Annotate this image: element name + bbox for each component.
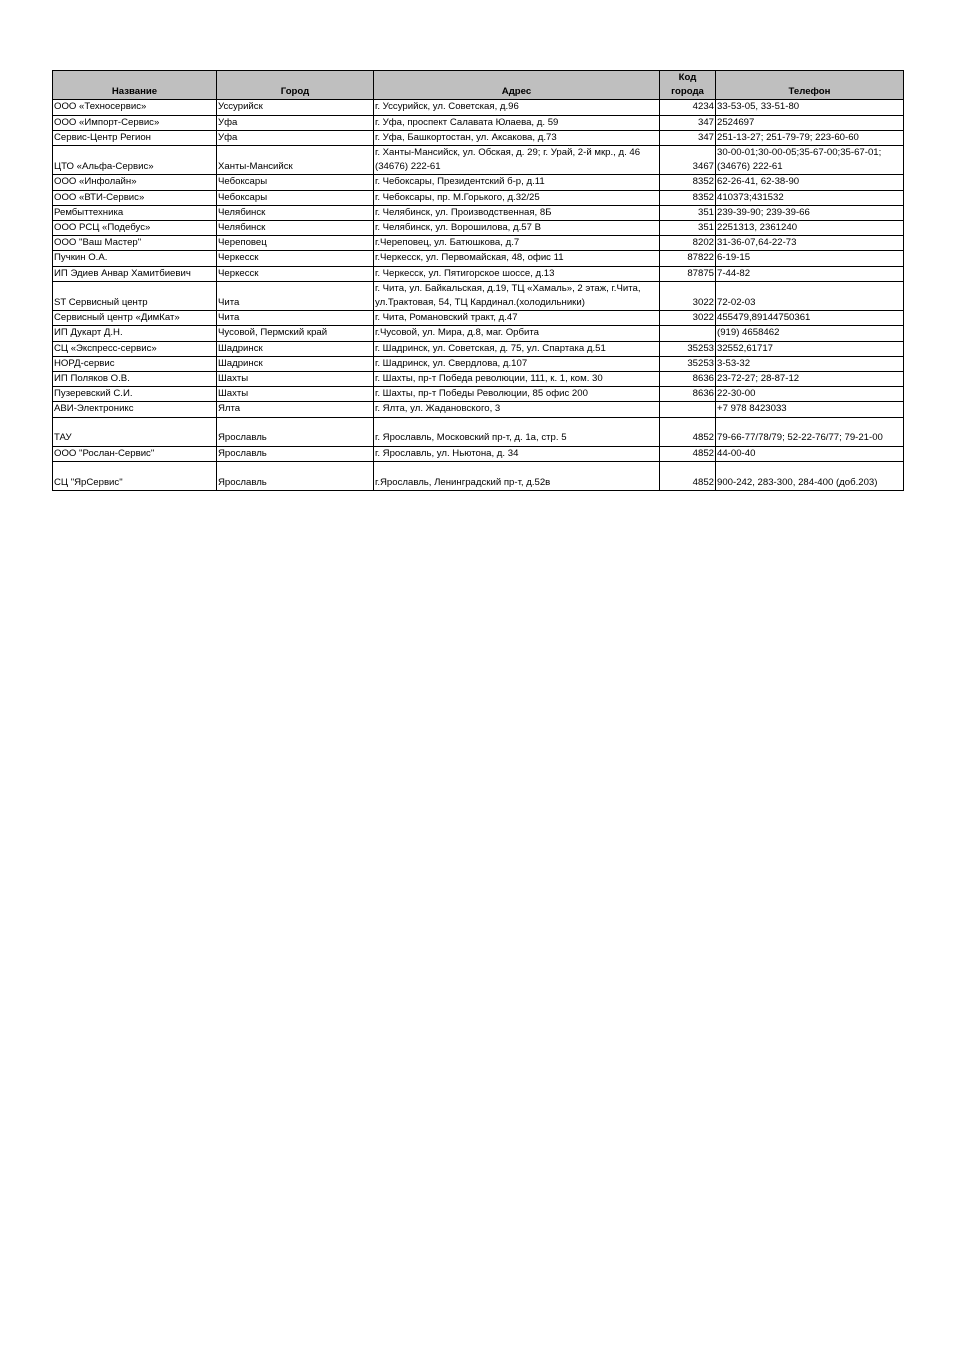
cell-phone: 30-00-01;30-00-05;35-67-00;35-67-01;(34676) 222-61	[716, 146, 904, 175]
cell-city: Уфа	[217, 115, 374, 130]
cell-phone: 31-36-07,64-22-73	[716, 236, 904, 251]
cell-address: г. Челябинск, ул. Производственная, 8Б	[374, 205, 660, 220]
cell-address: г. Шадринск, ул. Советская, д. 75, ул. Спартака д.51	[374, 341, 660, 356]
cell-name: Сервис-Центр Регион	[53, 130, 217, 145]
cell-phone: 2251313, 2361240	[716, 221, 904, 236]
cell-code: 8636	[660, 387, 716, 402]
cell-city: Шадринск	[217, 356, 374, 371]
cell-address: г. Уфа, проспект Салавата Юлаева, д. 59	[374, 115, 660, 130]
cell-phone: 410373;431532	[716, 190, 904, 205]
cell-address: г. Чебоксары, Президентский б-р, д.11	[374, 175, 660, 190]
cell-name: Пучкин О.А.	[53, 251, 217, 266]
table-row	[53, 326, 904, 341]
cell-address: г.Череповец, ул. Батюшкова, д.7	[374, 236, 660, 251]
cell-phone: 72-02-03	[716, 281, 904, 310]
cell-city: Ярославль	[217, 461, 374, 490]
cell-code: 35253	[660, 341, 716, 356]
cell-city: Уссурийск	[217, 100, 374, 115]
cell-phone: 22-30-00	[716, 387, 904, 402]
cell-code: 3022	[660, 281, 716, 310]
table-row	[53, 251, 904, 266]
cell-city: Ханты-Мансийск	[217, 146, 374, 175]
cell-code: 8202	[660, 236, 716, 251]
header-city: Город	[217, 71, 374, 100]
cell-address: г. Челябинск, ул. Ворошилова, д.57 В	[374, 221, 660, 236]
cell-city: Шадринск	[217, 341, 374, 356]
table-row	[53, 190, 904, 205]
cell-name: Рембыттехника	[53, 205, 217, 220]
cell-phone: 62-26-41, 62-38-90	[716, 175, 904, 190]
cell-address: г. Шадринск, ул. Свердлова, д.107	[374, 356, 660, 371]
cell-city: Черкесск	[217, 251, 374, 266]
cell-code: 4234	[660, 100, 716, 115]
cell-city: Уфа	[217, 130, 374, 145]
cell-code: 87875	[660, 266, 716, 281]
cell-city: Шахты	[217, 387, 374, 402]
cell-city: Шахты	[217, 372, 374, 387]
cell-phone: 900-242, 283-300, 284-400 (доб.203)	[716, 461, 904, 490]
cell-code: 35253	[660, 356, 716, 371]
cell-city: Челябинск	[217, 221, 374, 236]
table-row	[53, 146, 904, 175]
cell-phone: 239-39-90; 239-39-66	[716, 205, 904, 220]
cell-name: ООО «Импорт-Сервис»	[53, 115, 217, 130]
table-row	[53, 175, 904, 190]
cell-code	[660, 402, 716, 417]
cell-name: ИП Дукарт Д.Н.	[53, 326, 217, 341]
service-centers-table	[52, 70, 904, 491]
table-row	[53, 281, 904, 310]
cell-name: НОРД-сервис	[53, 356, 217, 371]
cell-phone: 6-19-15	[716, 251, 904, 266]
cell-city: Чита	[217, 311, 374, 326]
cell-address: г. Ярославль, ул. Ньютона, д. 34	[374, 446, 660, 461]
cell-phone: 79-66-77/78/79; 52-22-76/77; 79-21-00	[716, 417, 904, 446]
cell-city: Чебоксары	[217, 175, 374, 190]
cell-code: 3467	[660, 146, 716, 175]
table-row	[53, 221, 904, 236]
cell-city: Чита	[217, 281, 374, 310]
cell-name: ООО "Ваш Мастер"	[53, 236, 217, 251]
cell-city: Чебоксары	[217, 190, 374, 205]
header-address: Адрес	[374, 71, 660, 100]
cell-name: Пузеревский С.И.	[53, 387, 217, 402]
table-row	[53, 205, 904, 220]
header-name: Название	[53, 71, 217, 100]
cell-address: г. Шахты, пр-т Победы Революции, 85 офис 200	[374, 387, 660, 402]
header-row	[53, 71, 904, 100]
cell-phone: 3-53-32	[716, 356, 904, 371]
service-centers-sheet	[52, 70, 903, 491]
cell-phone: 251-13-27; 251-79-79; 223-60-60	[716, 130, 904, 145]
cell-phone: 455479,89144750361	[716, 311, 904, 326]
cell-name: ИП Поляков О.В.	[53, 372, 217, 387]
cell-code: 351	[660, 205, 716, 220]
table-row	[53, 372, 904, 387]
cell-code: 4852	[660, 417, 716, 446]
cell-phone: 23-72-27; 28-87-12	[716, 372, 904, 387]
cell-name: ООО «Техносервис»	[53, 100, 217, 115]
table-row	[53, 130, 904, 145]
cell-code: 87822	[660, 251, 716, 266]
header-code-line1: Код	[678, 72, 697, 83]
cell-phone: 32552,61717	[716, 341, 904, 356]
cell-city: Ялта	[217, 402, 374, 417]
cell-city: Челябинск	[217, 205, 374, 220]
cell-name: ST Сервисный центр	[53, 281, 217, 310]
cell-city: Череповец	[217, 236, 374, 251]
table-row	[53, 100, 904, 115]
cell-name: ООО «ВТИ-Сервис»	[53, 190, 217, 205]
table-row	[53, 311, 904, 326]
cell-address: г. Ялта, ул. Жадановского, 3	[374, 402, 660, 417]
cell-phone: (919) 4658462	[716, 326, 904, 341]
cell-address: г. Черкесск, ул. Пятигорское шоссе, д.13	[374, 266, 660, 281]
cell-name: ИП Эдиев Анвар Хамитбиевич	[53, 266, 217, 281]
header-city-code	[660, 71, 716, 100]
cell-code: 351	[660, 221, 716, 236]
cell-city: Чусовой, Пермский край	[217, 326, 374, 341]
cell-address: г. Ханты-Мансийск, ул. Обская, д. 29; г. Урай, 2-й мкр., д. 46 (34676) 222-61	[374, 146, 660, 175]
table-row	[53, 356, 904, 371]
cell-name: ТАУ	[53, 417, 217, 446]
table-row	[53, 341, 904, 356]
cell-address: г.Ярославль, Ленинградский пр-т, д.52в	[374, 461, 660, 490]
cell-code: 3022	[660, 311, 716, 326]
table-row	[53, 115, 904, 130]
cell-address: г. Уссурийск, ул. Советская, д.96	[374, 100, 660, 115]
table-row	[53, 461, 904, 490]
cell-code	[660, 326, 716, 341]
cell-code: 347	[660, 115, 716, 130]
table-row	[53, 417, 904, 446]
cell-phone: 44-00-40	[716, 446, 904, 461]
table-row	[53, 266, 904, 281]
cell-code: 347	[660, 130, 716, 145]
cell-address: г. Уфа, Башкортостан, ул. Аксакова, д.73	[374, 130, 660, 145]
cell-name: СЦ «Экспресс-сервис»	[53, 341, 217, 356]
table-row	[53, 402, 904, 417]
cell-code: 4852	[660, 461, 716, 490]
cell-address: г.Чусовой, ул. Мира, д.8, маг. Орбита	[374, 326, 660, 341]
cell-phone: 2524697	[716, 115, 904, 130]
cell-name: СЦ "ЯрСервис"	[53, 461, 217, 490]
cell-address: г. Шахты, пр-т Победа революции, 111, к. 1, ком. 30	[374, 372, 660, 387]
cell-name: ООО "Рослан-Сервис"	[53, 446, 217, 461]
table-row	[53, 236, 904, 251]
cell-phone: 33-53-05, 33-51-80	[716, 100, 904, 115]
cell-name: АВИ-Электроникс	[53, 402, 217, 417]
cell-city: Ярославль	[217, 417, 374, 446]
cell-address: г. Чебоксары, пр. М.Горького, д.32/25	[374, 190, 660, 205]
table-row	[53, 387, 904, 402]
table-row	[53, 446, 904, 461]
header-phone: Телефон	[716, 71, 904, 100]
cell-address: г.Черкесск, ул. Первомайская, 48, офис 11	[374, 251, 660, 266]
cell-phone: +7 978 8423033	[716, 402, 904, 417]
cell-code: 8352	[660, 175, 716, 190]
cell-address: г. Чита, ул. Байкальская, д.19, ТЦ «Хамаль», 2 этаж, г.Чита, ул.Трактовая, 54, ТЦ Кардинал.(холодильники)	[374, 281, 660, 310]
cell-city: Ярославль	[217, 446, 374, 461]
cell-city: Черкесск	[217, 266, 374, 281]
cell-phone: 7-44-82	[716, 266, 904, 281]
cell-name: ООО «Инфолайн»	[53, 175, 217, 190]
header-code-line2: города	[671, 86, 704, 98]
cell-name: Сервисный центр «ДимКат»	[53, 311, 217, 326]
cell-address: г. Ярославль, Московский пр-т, д. 1а, стр. 5	[374, 417, 660, 446]
cell-name: ЦТО «Альфа-Сервис»	[53, 146, 217, 175]
cell-code: 8636	[660, 372, 716, 387]
cell-name: ООО РСЦ «Подебус»	[53, 221, 217, 236]
cell-code: 8352	[660, 190, 716, 205]
cell-code: 4852	[660, 446, 716, 461]
cell-address: г. Чита, Романовский тракт, д.47	[374, 311, 660, 326]
